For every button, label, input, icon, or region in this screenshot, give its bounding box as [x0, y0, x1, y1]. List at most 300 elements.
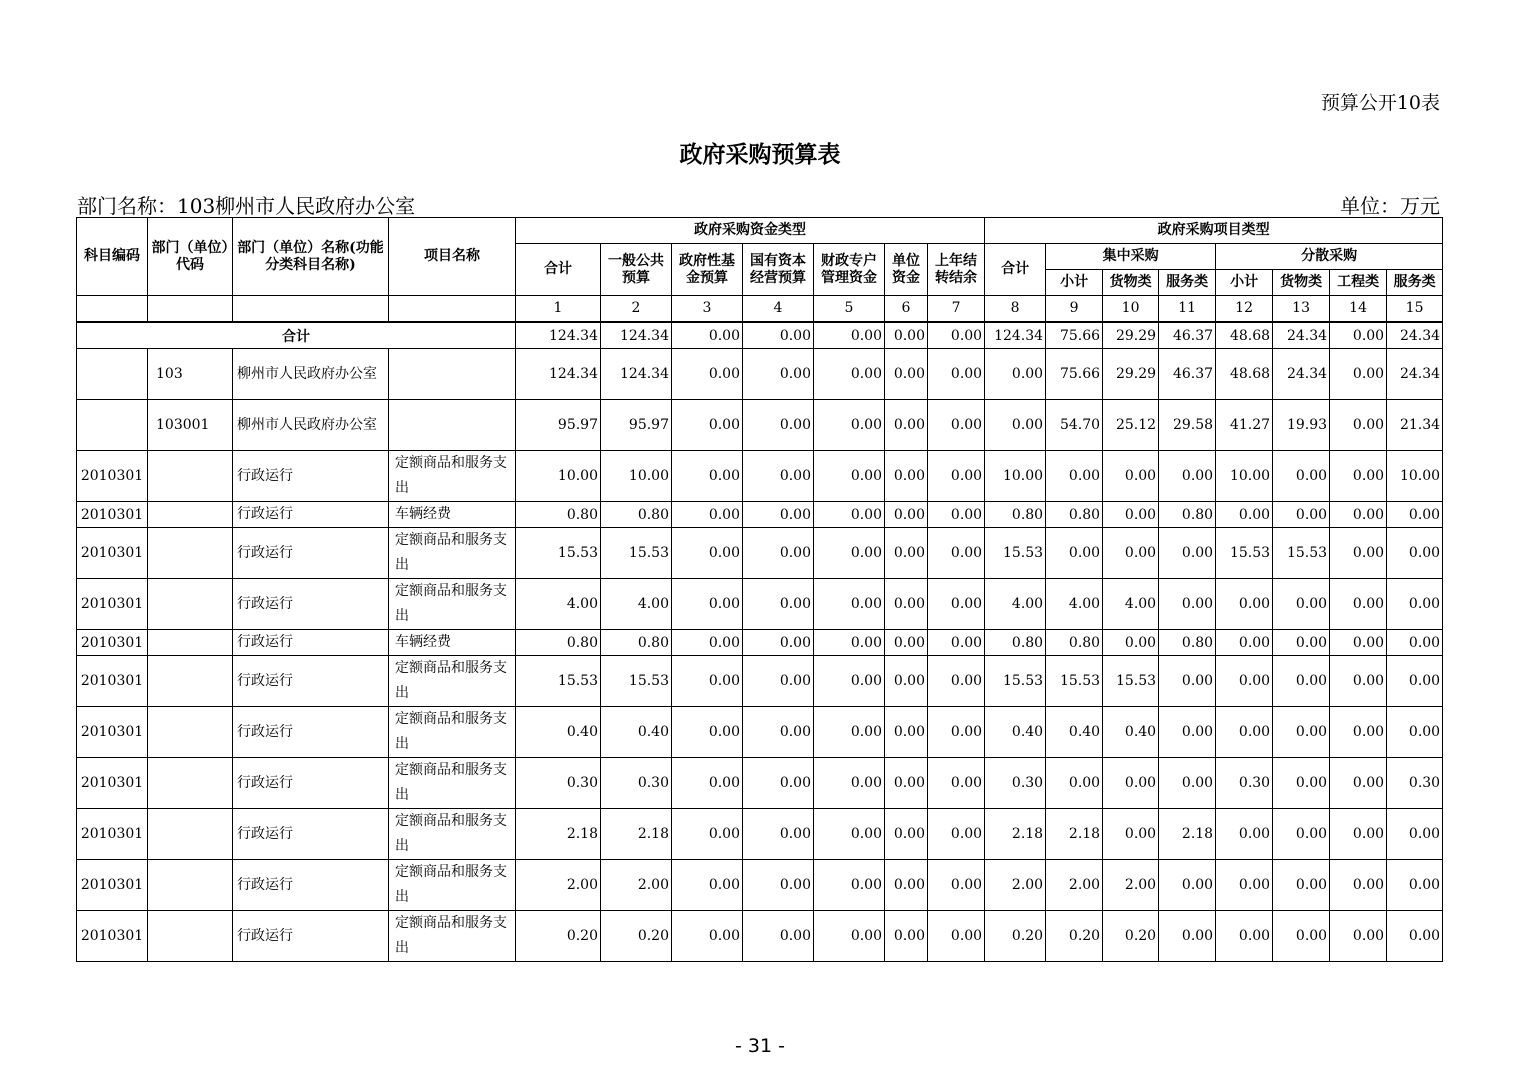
- total-cell: 0.00: [743, 322, 814, 349]
- project-name-cell: 定额商品和服务支出: [389, 809, 516, 860]
- subject-code-cell: 2010301: [77, 656, 148, 707]
- value-cell: 0.00: [1273, 707, 1330, 758]
- value-cell: 0.00: [928, 579, 985, 630]
- total-cell: 24.34: [1387, 322, 1443, 349]
- project-name-cell: [389, 400, 516, 451]
- subject-code-cell: 2010301: [77, 528, 148, 579]
- value-cell: 0.00: [1330, 758, 1387, 809]
- value-cell: 15.53: [601, 656, 672, 707]
- table-number-label: 预算公开10表: [1320, 92, 1440, 114]
- total-row: [77, 322, 1443, 349]
- value-cell: 0.00: [1387, 707, 1443, 758]
- value-cell: 10.00: [985, 451, 1046, 502]
- value-cell: 0.00: [928, 630, 985, 656]
- value-cell: 0.00: [1216, 502, 1273, 528]
- value-cell: 0.00: [743, 400, 814, 451]
- table-row: [77, 528, 1443, 579]
- value-cell: 0.00: [743, 502, 814, 528]
- value-cell: 10.00: [1216, 451, 1273, 502]
- value-cell: 0.00: [1046, 758, 1103, 809]
- value-cell: 29.29: [1103, 349, 1159, 400]
- value-cell: 0.00: [928, 400, 985, 451]
- project-name-cell: 定额商品和服务支出: [389, 451, 516, 502]
- value-cell: 75.66: [1046, 349, 1103, 400]
- value-cell: 0.00: [814, 502, 885, 528]
- dept-code-cell: 103001: [148, 400, 233, 451]
- dept-code-cell: [148, 579, 233, 630]
- value-cell: 0.00: [1273, 758, 1330, 809]
- dept-name-cell: 行政运行: [233, 528, 389, 579]
- column-number: 4: [743, 296, 814, 323]
- value-cell: 0.00: [814, 451, 885, 502]
- value-cell: 0.00: [1273, 579, 1330, 630]
- column-number: 15: [1387, 296, 1443, 323]
- total-cell: 24.34: [1273, 322, 1330, 349]
- dept-name-cell: 行政运行: [233, 758, 389, 809]
- value-cell: 0.00: [1159, 451, 1216, 502]
- value-cell: 0.00: [1387, 579, 1443, 630]
- value-cell: 0.00: [885, 528, 928, 579]
- project-name-cell: 定额商品和服务支出: [389, 579, 516, 630]
- page-number: - 31 -: [735, 1035, 785, 1057]
- header-decentral-services: 服务类: [1387, 270, 1443, 296]
- value-cell: 24.34: [1273, 349, 1330, 400]
- header-fund-type-group: 政府采购资金类型: [516, 218, 985, 244]
- value-cell: 15.53: [985, 656, 1046, 707]
- header-dept-code: 部门（单位）代码: [148, 218, 233, 296]
- value-cell: 0.00: [928, 911, 985, 962]
- value-cell: 4.00: [985, 579, 1046, 630]
- value-cell: 0.00: [1330, 400, 1387, 451]
- header-subject-code: 科目编码: [77, 218, 148, 296]
- header-project-total: 合计: [985, 244, 1046, 296]
- value-cell: 2.00: [601, 860, 672, 911]
- value-cell: 0.00: [1387, 528, 1443, 579]
- value-cell: 0.00: [672, 758, 743, 809]
- total-cell: 124.34: [985, 322, 1046, 349]
- value-cell: 0.00: [743, 707, 814, 758]
- value-cell: 0.30: [516, 758, 601, 809]
- value-cell: 0.40: [1046, 707, 1103, 758]
- header-decentral-works: 工程类: [1330, 270, 1387, 296]
- value-cell: 15.53: [516, 656, 601, 707]
- value-cell: 4.00: [516, 579, 601, 630]
- value-cell: 0.30: [1387, 758, 1443, 809]
- value-cell: 0.40: [985, 707, 1046, 758]
- subject-code-cell: 2010301: [77, 579, 148, 630]
- table-row: [77, 502, 1443, 528]
- value-cell: 0.00: [1159, 707, 1216, 758]
- value-cell: 0.00: [743, 528, 814, 579]
- header-blank: [77, 296, 148, 323]
- value-cell: 0.00: [672, 528, 743, 579]
- value-cell: 2.18: [1159, 809, 1216, 860]
- value-cell: 0.00: [814, 809, 885, 860]
- value-cell: 0.00: [928, 860, 985, 911]
- value-cell: 0.80: [1046, 502, 1103, 528]
- value-cell: 0.80: [601, 630, 672, 656]
- value-cell: 0.00: [885, 451, 928, 502]
- project-name-cell: 定额商品和服务支出: [389, 656, 516, 707]
- dept-name-cell: 行政运行: [233, 860, 389, 911]
- dept-name-cell: 行政运行: [233, 630, 389, 656]
- value-cell: 0.00: [1330, 860, 1387, 911]
- value-cell: 0.80: [601, 502, 672, 528]
- value-cell: 0.40: [1103, 707, 1159, 758]
- dept-code-cell: [148, 860, 233, 911]
- value-cell: 0.00: [985, 400, 1046, 451]
- value-cell: 0.40: [601, 707, 672, 758]
- table-row: [77, 400, 1443, 451]
- header-dept-name: 部门（单位）名称(功能分类科目名称): [233, 218, 389, 296]
- value-cell: 0.00: [743, 579, 814, 630]
- value-cell: 0.00: [743, 349, 814, 400]
- value-cell: 0.00: [1273, 911, 1330, 962]
- value-cell: 0.00: [672, 860, 743, 911]
- table-row: [77, 630, 1443, 656]
- subject-code-cell: 2010301: [77, 707, 148, 758]
- dept-code-cell: [148, 630, 233, 656]
- value-cell: 48.68: [1216, 349, 1273, 400]
- value-cell: 0.00: [985, 349, 1046, 400]
- value-cell: 0.20: [601, 911, 672, 962]
- value-cell: 0.00: [1046, 528, 1103, 579]
- value-cell: 0.00: [1330, 911, 1387, 962]
- column-number: 10: [1103, 296, 1159, 323]
- project-name-cell: 定额商品和服务支出: [389, 707, 516, 758]
- subject-code-cell: 2010301: [77, 630, 148, 656]
- total-cell: 48.68: [1216, 322, 1273, 349]
- value-cell: 19.93: [1273, 400, 1330, 451]
- total-cell: 29.29: [1103, 322, 1159, 349]
- value-cell: 2.18: [601, 809, 672, 860]
- value-cell: 46.37: [1159, 349, 1216, 400]
- value-cell: 4.00: [1103, 579, 1159, 630]
- value-cell: 0.00: [928, 528, 985, 579]
- value-cell: 0.80: [985, 502, 1046, 528]
- value-cell: 10.00: [1387, 451, 1443, 502]
- value-cell: 0.00: [928, 707, 985, 758]
- value-cell: 0.00: [1273, 656, 1330, 707]
- value-cell: 4.00: [601, 579, 672, 630]
- header-central-goods: 货物类: [1103, 270, 1159, 296]
- header-carryover: 上年结转结余: [928, 244, 985, 296]
- value-cell: 0.00: [1273, 630, 1330, 656]
- value-cell: 0.00: [1387, 860, 1443, 911]
- table-row: [77, 349, 1443, 400]
- project-name-cell: 定额商品和服务支出: [389, 860, 516, 911]
- value-cell: 15.53: [516, 528, 601, 579]
- dept-name-cell: 行政运行: [233, 502, 389, 528]
- project-name-cell: 车辆经费: [389, 502, 516, 528]
- value-cell: 54.70: [1046, 400, 1103, 451]
- value-cell: 15.53: [1273, 528, 1330, 579]
- value-cell: 0.00: [743, 656, 814, 707]
- value-cell: 0.80: [1159, 630, 1216, 656]
- value-cell: 0.00: [885, 579, 928, 630]
- subject-code-cell: 2010301: [77, 860, 148, 911]
- value-cell: 0.00: [814, 758, 885, 809]
- value-cell: 0.00: [672, 451, 743, 502]
- total-cell: 0.00: [885, 322, 928, 349]
- value-cell: 0.20: [1103, 911, 1159, 962]
- value-cell: 0.00: [743, 758, 814, 809]
- dept-code-cell: [148, 656, 233, 707]
- header-blank: [148, 296, 233, 323]
- total-cell: 0.00: [672, 322, 743, 349]
- value-cell: 0.00: [1159, 579, 1216, 630]
- value-cell: 0.00: [928, 656, 985, 707]
- value-cell: 0.00: [1103, 758, 1159, 809]
- value-cell: 41.27: [1216, 400, 1273, 451]
- total-cell: 0.00: [1330, 322, 1387, 349]
- dept-name-cell: 行政运行: [233, 451, 389, 502]
- value-cell: 10.00: [601, 451, 672, 502]
- value-cell: 2.00: [1046, 860, 1103, 911]
- value-cell: 0.00: [885, 911, 928, 962]
- header-central-subtotal: 小计: [1046, 270, 1103, 296]
- value-cell: 0.00: [885, 349, 928, 400]
- value-cell: 0.00: [1216, 579, 1273, 630]
- value-cell: 0.00: [885, 502, 928, 528]
- value-cell: 0.00: [1103, 528, 1159, 579]
- value-cell: 0.00: [1216, 860, 1273, 911]
- value-cell: 0.00: [1330, 579, 1387, 630]
- total-label: 合计: [77, 322, 516, 349]
- dept-name-cell: 行政运行: [233, 579, 389, 630]
- dept-code-cell: [148, 451, 233, 502]
- value-cell: 0.80: [985, 630, 1046, 656]
- total-cell: 46.37: [1159, 322, 1216, 349]
- value-cell: 25.12: [1103, 400, 1159, 451]
- subject-code-cell: 2010301: [77, 809, 148, 860]
- header-state-capital-budget: 国有资本经营预算: [743, 244, 814, 296]
- header-central-services: 服务类: [1159, 270, 1216, 296]
- dept-code-cell: [148, 528, 233, 579]
- value-cell: 0.30: [985, 758, 1046, 809]
- value-cell: 0.00: [743, 860, 814, 911]
- column-number: 2: [601, 296, 672, 323]
- value-cell: 0.00: [814, 528, 885, 579]
- value-cell: 15.53: [985, 528, 1046, 579]
- value-cell: 0.00: [814, 630, 885, 656]
- value-cell: 0.00: [672, 656, 743, 707]
- dept-code-cell: [148, 809, 233, 860]
- total-cell: 0.00: [814, 322, 885, 349]
- value-cell: 0.00: [885, 860, 928, 911]
- project-name-cell: 定额商品和服务支出: [389, 528, 516, 579]
- value-cell: 15.53: [601, 528, 672, 579]
- value-cell: 0.00: [1159, 911, 1216, 962]
- dept-code-cell: [148, 911, 233, 962]
- value-cell: 0.00: [743, 809, 814, 860]
- value-cell: 0.00: [1216, 809, 1273, 860]
- value-cell: 0.00: [1159, 758, 1216, 809]
- value-cell: 0.80: [516, 630, 601, 656]
- value-cell: 2.00: [985, 860, 1046, 911]
- table-row: [77, 451, 1443, 502]
- table-row: [77, 809, 1443, 860]
- value-cell: 0.00: [1330, 451, 1387, 502]
- value-cell: 0.00: [1330, 528, 1387, 579]
- subject-code-cell: [77, 400, 148, 451]
- value-cell: 0.00: [885, 656, 928, 707]
- value-cell: 0.00: [1330, 707, 1387, 758]
- procurement-budget-table: [76, 217, 1443, 962]
- value-cell: 10.00: [516, 451, 601, 502]
- subject-code-cell: 2010301: [77, 502, 148, 528]
- project-name-cell: 定额商品和服务支出: [389, 911, 516, 962]
- value-cell: 0.00: [1273, 860, 1330, 911]
- value-cell: 0.20: [1046, 911, 1103, 962]
- value-cell: 29.58: [1159, 400, 1216, 451]
- table-row: [77, 758, 1443, 809]
- value-cell: 0.00: [1216, 911, 1273, 962]
- dept-name-cell: 行政运行: [233, 809, 389, 860]
- project-name-cell: 车辆经费: [389, 630, 516, 656]
- value-cell: 0.00: [672, 630, 743, 656]
- column-number: 11: [1159, 296, 1216, 323]
- dept-name-cell: 行政运行: [233, 656, 389, 707]
- column-number: 3: [672, 296, 743, 323]
- header-project-type-group: 政府采购项目类型: [985, 218, 1443, 244]
- value-cell: 0.00: [885, 758, 928, 809]
- dept-name-cell: 柳州市人民政府办公室: [233, 349, 389, 400]
- dept-code-cell: [148, 707, 233, 758]
- value-cell: 15.53: [1046, 656, 1103, 707]
- value-cell: 0.00: [1216, 630, 1273, 656]
- header-centralized: 集中采购: [1046, 244, 1216, 270]
- value-cell: 0.00: [1387, 502, 1443, 528]
- value-cell: 24.34: [1387, 349, 1443, 400]
- subject-code-cell: 2010301: [77, 911, 148, 962]
- value-cell: 0.00: [928, 451, 985, 502]
- value-cell: 0.00: [1159, 860, 1216, 911]
- value-cell: 0.00: [1330, 349, 1387, 400]
- value-cell: 0.00: [1159, 656, 1216, 707]
- value-cell: 0.80: [516, 502, 601, 528]
- value-cell: 0.00: [672, 809, 743, 860]
- table-row: [77, 911, 1443, 962]
- subject-code-cell: [77, 349, 148, 400]
- total-cell: 124.34: [516, 322, 601, 349]
- column-number: 9: [1046, 296, 1103, 323]
- value-cell: 0.00: [885, 707, 928, 758]
- value-cell: 0.00: [1159, 528, 1216, 579]
- header-unit-funds: 单位资金: [885, 244, 928, 296]
- value-cell: 0.00: [814, 579, 885, 630]
- value-cell: 2.00: [516, 860, 601, 911]
- value-cell: 0.00: [1387, 630, 1443, 656]
- dept-name-cell: 行政运行: [233, 911, 389, 962]
- header-decentral-subtotal: 小计: [1216, 270, 1273, 296]
- value-cell: 0.00: [743, 630, 814, 656]
- project-name-cell: 定额商品和服务支出: [389, 758, 516, 809]
- value-cell: 0.30: [601, 758, 672, 809]
- page-title: 政府采购预算表: [679, 141, 841, 168]
- value-cell: 0.00: [1273, 809, 1330, 860]
- header-project-name: 项目名称: [389, 218, 516, 296]
- column-number: 13: [1273, 296, 1330, 323]
- value-cell: 0.00: [1216, 656, 1273, 707]
- dept-code-cell: [148, 758, 233, 809]
- value-cell: 0.00: [928, 349, 985, 400]
- value-cell: 0.00: [672, 349, 743, 400]
- subject-code-cell: 2010301: [77, 451, 148, 502]
- value-cell: 0.00: [1387, 911, 1443, 962]
- value-cell: 0.00: [743, 911, 814, 962]
- value-cell: 0.00: [1216, 707, 1273, 758]
- header-fund-total: 合计: [516, 244, 601, 296]
- value-cell: 4.00: [1046, 579, 1103, 630]
- value-cell: 0.00: [1103, 502, 1159, 528]
- column-number: 5: [814, 296, 885, 323]
- value-cell: 0.00: [1330, 502, 1387, 528]
- value-cell: 0.00: [814, 349, 885, 400]
- value-cell: 0.30: [1216, 758, 1273, 809]
- total-cell: 75.66: [1046, 322, 1103, 349]
- value-cell: 0.00: [1273, 502, 1330, 528]
- value-cell: 0.00: [672, 911, 743, 962]
- value-cell: 0.00: [1273, 451, 1330, 502]
- value-cell: 0.20: [516, 911, 601, 962]
- value-cell: 0.00: [1330, 656, 1387, 707]
- value-cell: 0.00: [1046, 451, 1103, 502]
- table-row: [77, 707, 1443, 758]
- value-cell: 0.00: [1103, 809, 1159, 860]
- value-cell: 21.34: [1387, 400, 1443, 451]
- value-cell: 124.34: [601, 349, 672, 400]
- value-cell: 0.00: [672, 707, 743, 758]
- value-cell: 2.00: [1103, 860, 1159, 911]
- value-cell: 0.20: [985, 911, 1046, 962]
- value-cell: 0.00: [928, 502, 985, 528]
- header-gov-fund-budget: 政府性基金预算: [672, 244, 743, 296]
- value-cell: 95.97: [516, 400, 601, 451]
- value-cell: 0.00: [885, 400, 928, 451]
- dept-code-cell: [148, 502, 233, 528]
- value-cell: 124.34: [516, 349, 601, 400]
- column-number: 6: [885, 296, 928, 323]
- value-cell: 0.00: [1330, 809, 1387, 860]
- project-name-cell: [389, 349, 516, 400]
- header-special-account-funds: 财政专户管理资金: [814, 244, 885, 296]
- total-cell: 124.34: [601, 322, 672, 349]
- total-cell: 0.00: [928, 322, 985, 349]
- dept-code-cell: 103: [148, 349, 233, 400]
- value-cell: 0.00: [672, 502, 743, 528]
- dept-name-cell: 行政运行: [233, 707, 389, 758]
- column-number: 14: [1330, 296, 1387, 323]
- value-cell: 2.18: [985, 809, 1046, 860]
- value-cell: 0.00: [1387, 656, 1443, 707]
- value-cell: 0.00: [672, 579, 743, 630]
- value-cell: 15.53: [1216, 528, 1273, 579]
- value-cell: 0.00: [1330, 630, 1387, 656]
- value-cell: 15.53: [1103, 656, 1159, 707]
- value-cell: 0.00: [814, 707, 885, 758]
- value-cell: 0.80: [1159, 502, 1216, 528]
- header-blank: [233, 296, 389, 323]
- value-cell: 0.80: [1046, 630, 1103, 656]
- department-label: 部门名称：103柳州市人民政府办公室: [77, 194, 416, 218]
- header-decentralized: 分散采购: [1216, 244, 1443, 270]
- value-cell: 95.97: [601, 400, 672, 451]
- table-row: [77, 656, 1443, 707]
- value-cell: 0.00: [814, 860, 885, 911]
- subject-code-cell: 2010301: [77, 758, 148, 809]
- column-number: 7: [928, 296, 985, 323]
